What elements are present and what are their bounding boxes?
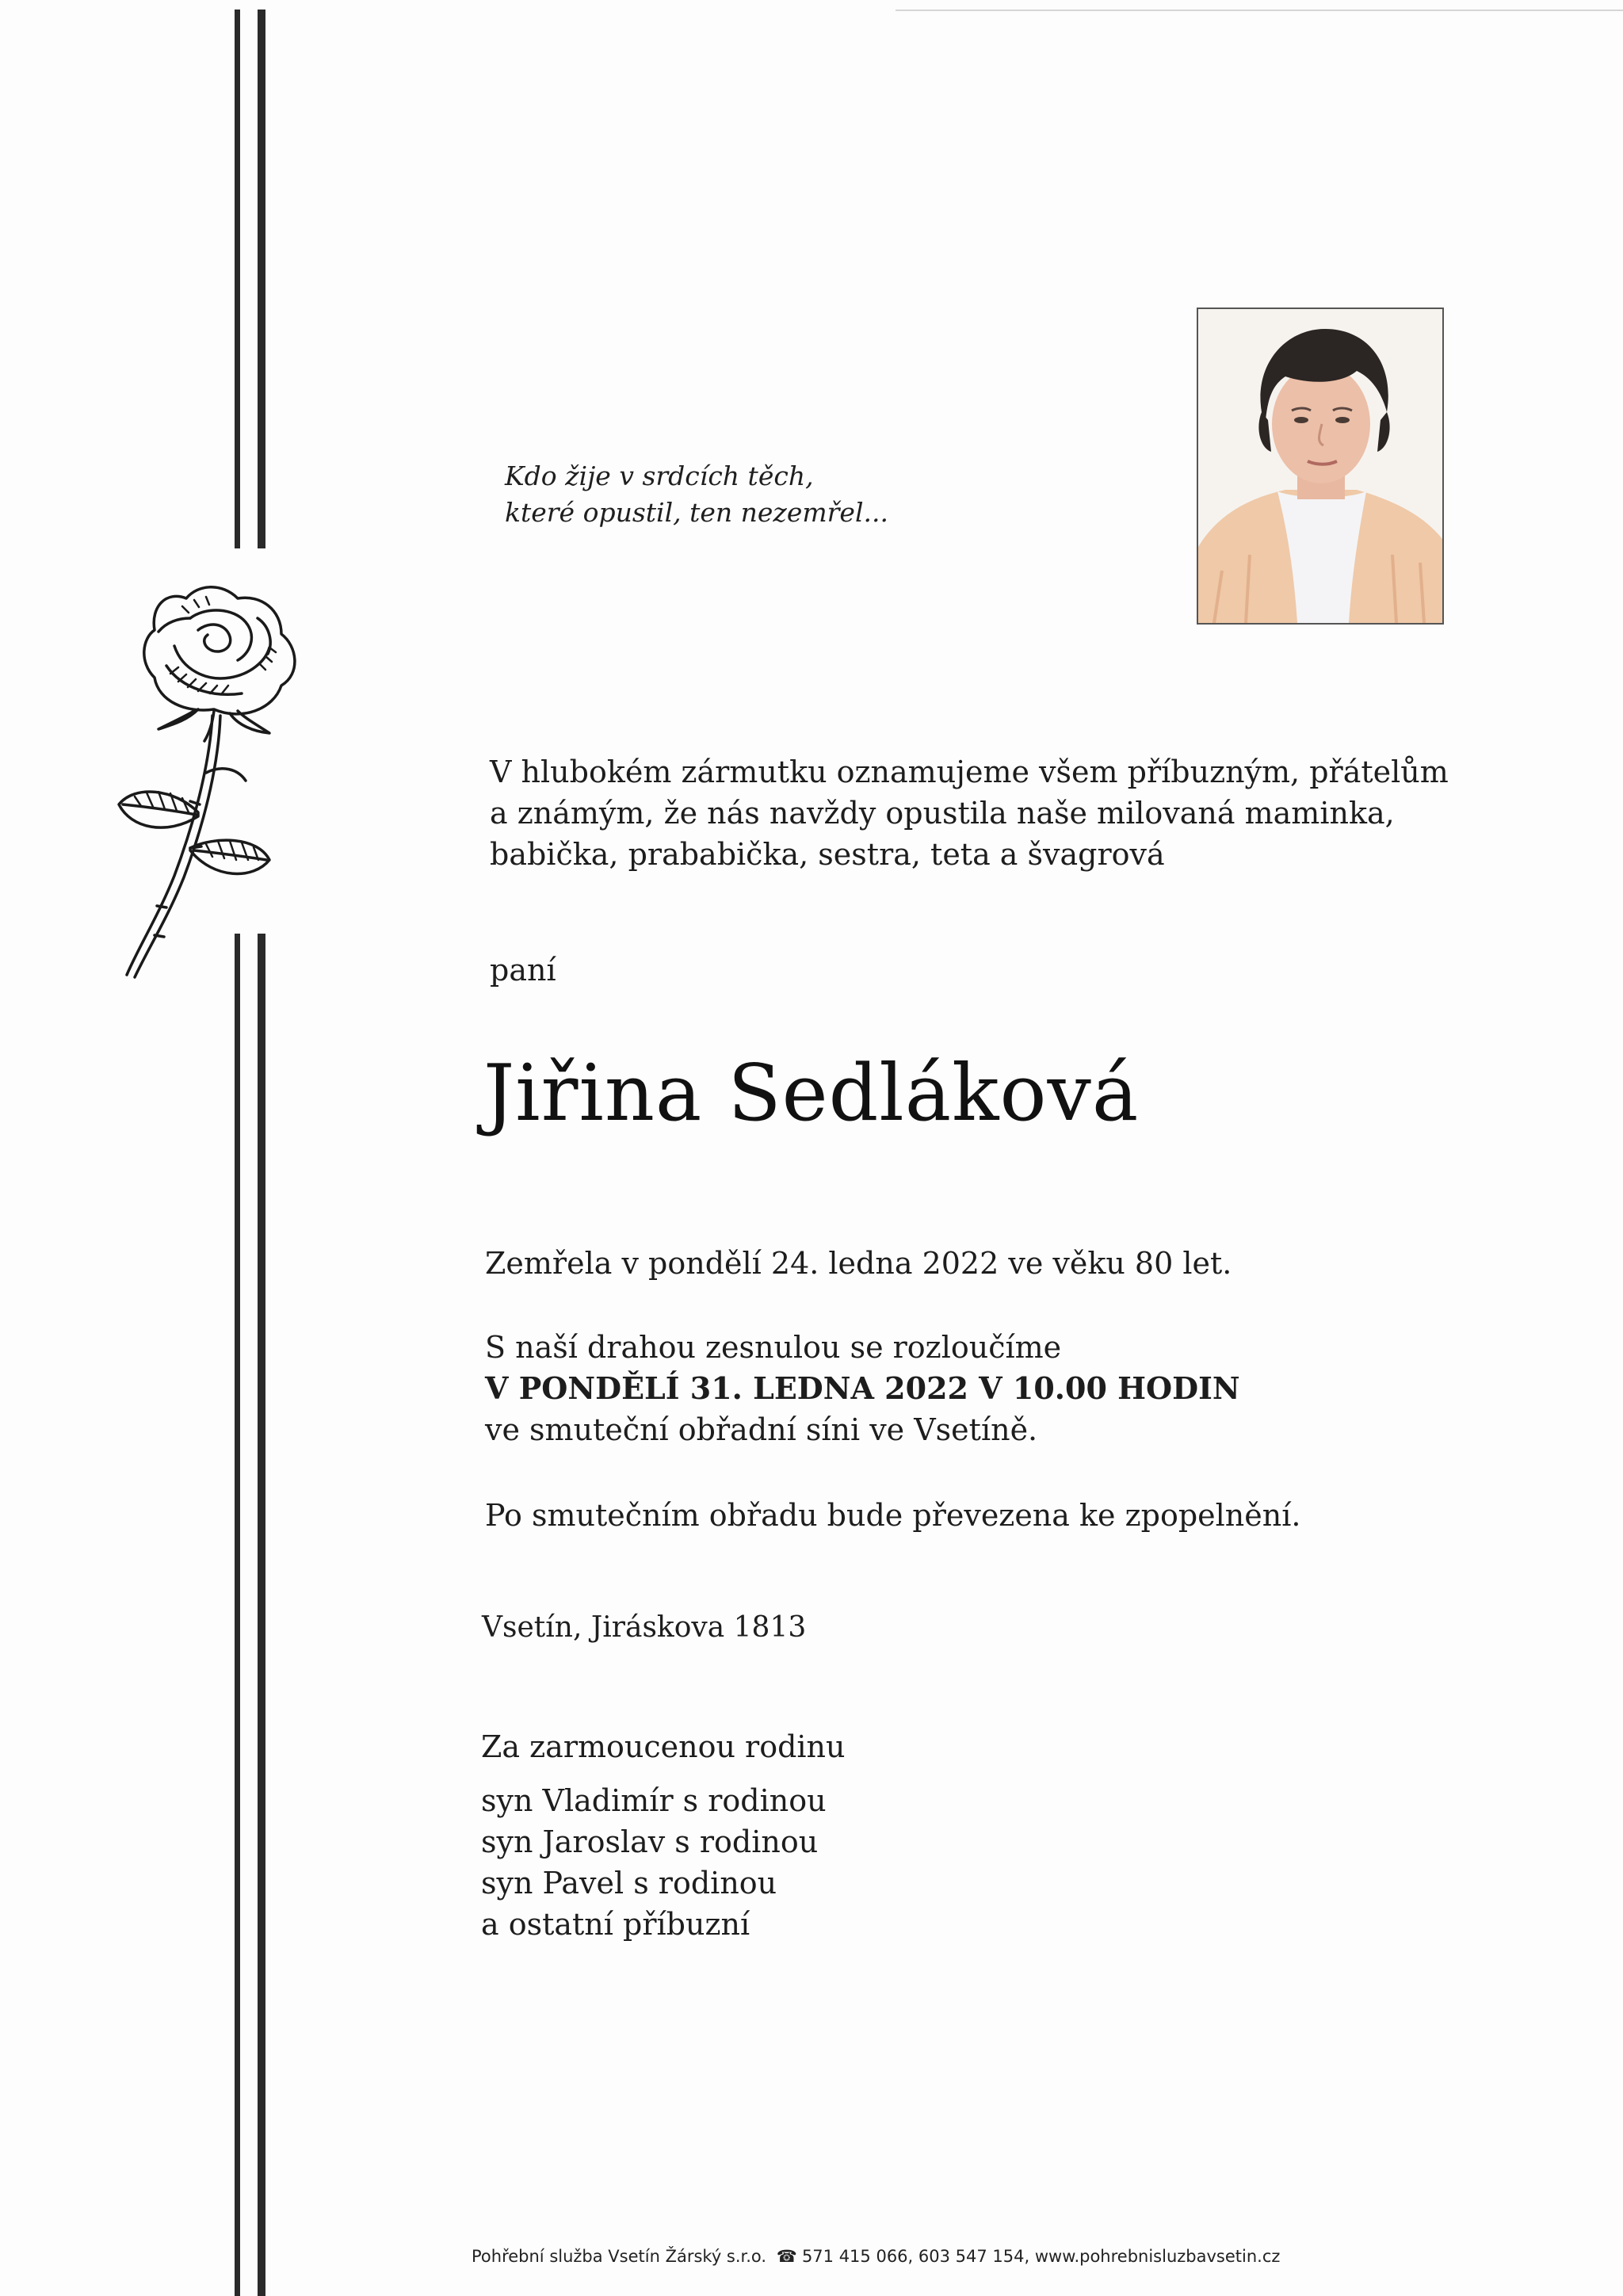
family-member: syn Jaroslav s rodinou (481, 1824, 819, 1859)
quote-line: které opustil, ten nezemřel... (505, 497, 888, 528)
ceremony-datetime: V PONDĚLÍ 31. LEDNA 2022 V 10.00 HODIN (485, 1370, 1240, 1406)
rose-icon (111, 575, 365, 987)
announcement-line: V hlubokém zármutku oznamujeme všem příbuzným, přátelům (490, 755, 1449, 789)
cremation-note: Po smutečním obřadu bude převezena ke zpopelnění. (485, 1498, 1301, 1533)
quote-line: Kdo žije v srdcích těch, (505, 460, 814, 491)
footer-company: Pohřební služba Vsetín Žárský s.r.o. (472, 2247, 767, 2266)
left-rule-lower-thick (258, 934, 265, 2296)
top-edge-line (896, 10, 1623, 11)
family-member: syn Vladimír s rodinou (481, 1783, 827, 1818)
farewell-info (485, 1327, 1240, 1450)
deceased-name: Jiřina Sedláková (483, 1049, 1140, 1139)
announcement-text (490, 751, 1449, 875)
honorific: paní (490, 953, 556, 988)
family-signatures (481, 1726, 846, 1945)
footer-website: www.pohrebnisluzbavsetin.cz (1034, 2247, 1281, 2266)
telephone-icon: ☎ (776, 2247, 797, 2266)
family-member: a ostatní příbuzní (481, 1907, 750, 1942)
left-rule-lower-thin (235, 934, 240, 2296)
family-member: syn Pavel s rodinou (481, 1866, 777, 1901)
portrait-image (1198, 309, 1442, 623)
family-address: Vsetín, Jiráskova 1813 (482, 1611, 807, 1644)
portrait-photo (1197, 308, 1444, 625)
death-date-line: Zemřela v pondělí 24. ledna 2022 ve věku 80 let. (485, 1246, 1232, 1281)
footer-phones: 571 415 066, 603 547 154, (801, 2247, 1030, 2266)
announcement-line: a známým, že nás navždy opustila naše milovaná maminka, (490, 796, 1395, 831)
left-rule-upper-thin (235, 10, 240, 548)
family-heading: Za zarmoucenou rodinu (481, 1729, 846, 1764)
funeral-service-footer (472, 2244, 1280, 2268)
left-rule-upper-thick (258, 10, 265, 548)
ceremony-location: ve smuteční obřadní síni ve Vsetíně. (485, 1412, 1038, 1447)
announcement-line: babička, prababička, sestra, teta a švagrová (490, 837, 1165, 872)
farewell-line: S naší drahou zesnulou se rozloučíme (485, 1330, 1062, 1365)
memorial-quote (505, 458, 888, 531)
